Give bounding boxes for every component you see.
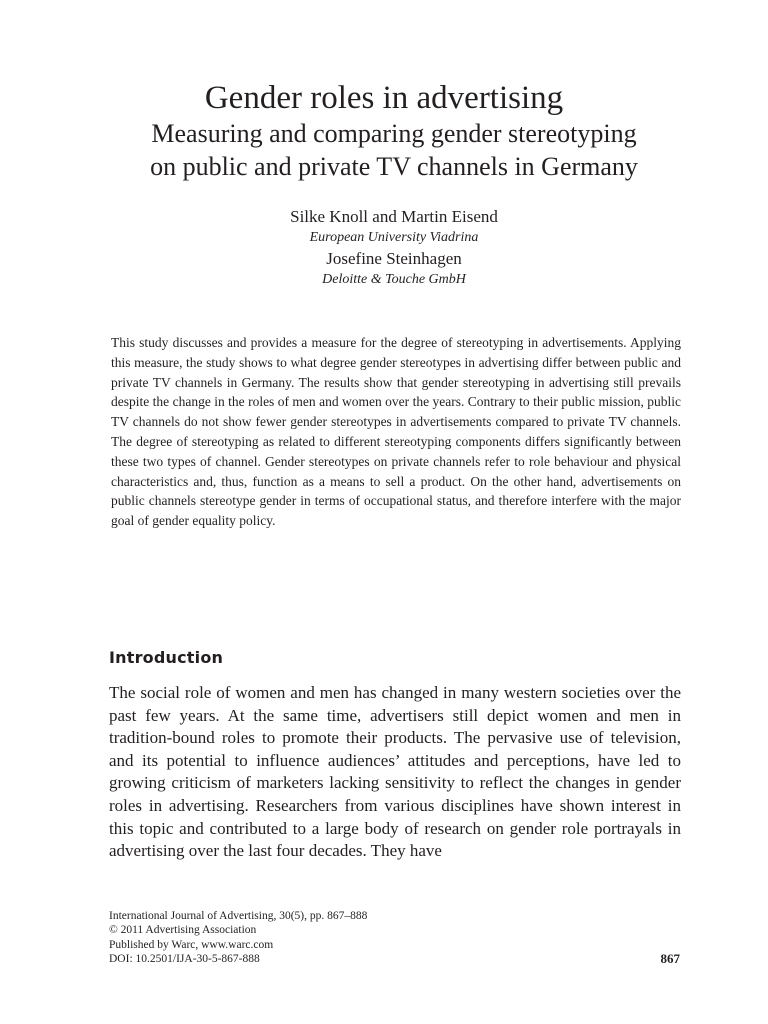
- footer-citation: [109, 909, 367, 967]
- paper-subtitle: [0, 117, 768, 183]
- author-names-2: Josefine Steinhagen: [326, 249, 462, 268]
- footer-copyright: © 2011 Advertising Association: [109, 924, 257, 937]
- introduction-paragraph: The social role of women and men has changed in many western societies over the past few years. At the same time, advertisers still depict women and men in tradition-bound roles to promote their products. The pervasive use of television, and its potential to influence audiences’ attitudes and perceptions, have led to growing criticism of marketers lacking sensitivity to reflect the changes in gender roles in advertising. Researchers from various disciplines have shown interest in this topic and contributed to a large body of research on gender role portrayals in advertising over the last four decades. They have: [109, 683, 681, 861]
- page-number: 867: [660, 951, 680, 966]
- author-affiliation-2: Deloitte & Touche GmbH: [322, 272, 466, 287]
- author-affiliation-1: European University Viadrina: [309, 230, 479, 245]
- footer-journal: International Journal of Advertising, 30(5), pp. 867–888: [109, 910, 368, 922]
- paper-title: Gender roles in advertising: [204, 80, 564, 116]
- abstract: This study discusses and provides a measure for the degree of stereotyping in advertisements. Applying this measure, the study shows to what degree gender stereotypes in advertising differ between public and private TV channels in Germany. The results show that gender stereotyping in advertising still prevails despite the change in the roles of men and women over the years. Contrary to their public mission, public TV channels do not show fewer gender stereotypes in advertisements compared to private TV channels. The degree of stereotyping as related to different stereotyping components differs significantly between these two types of channel. Gender stereotypes on private channels refer to role behaviour and physical characteristics and, thus, function as a means to sell a product. On the other hand, advertisements on public channels stereotype gender in terms of occupational status, and therefore interfere with the major goal of gender equality policy.: [111, 335, 681, 529]
- subtitle-line-1: Measuring and comparing gender stereotyping: [151, 119, 637, 148]
- author-names-1: Silke Knoll and Martin Eisend: [290, 207, 498, 226]
- section-heading-introduction: Introduction: [109, 648, 224, 667]
- footer-publisher: Published by Warc, www.warc.com: [109, 938, 274, 951]
- footer-doi: DOI: 10.2501/IJA-30-5-867-888: [109, 953, 260, 966]
- subtitle-line-2: on public and private TV channels in Germany: [150, 152, 638, 181]
- author-block: [0, 206, 768, 290]
